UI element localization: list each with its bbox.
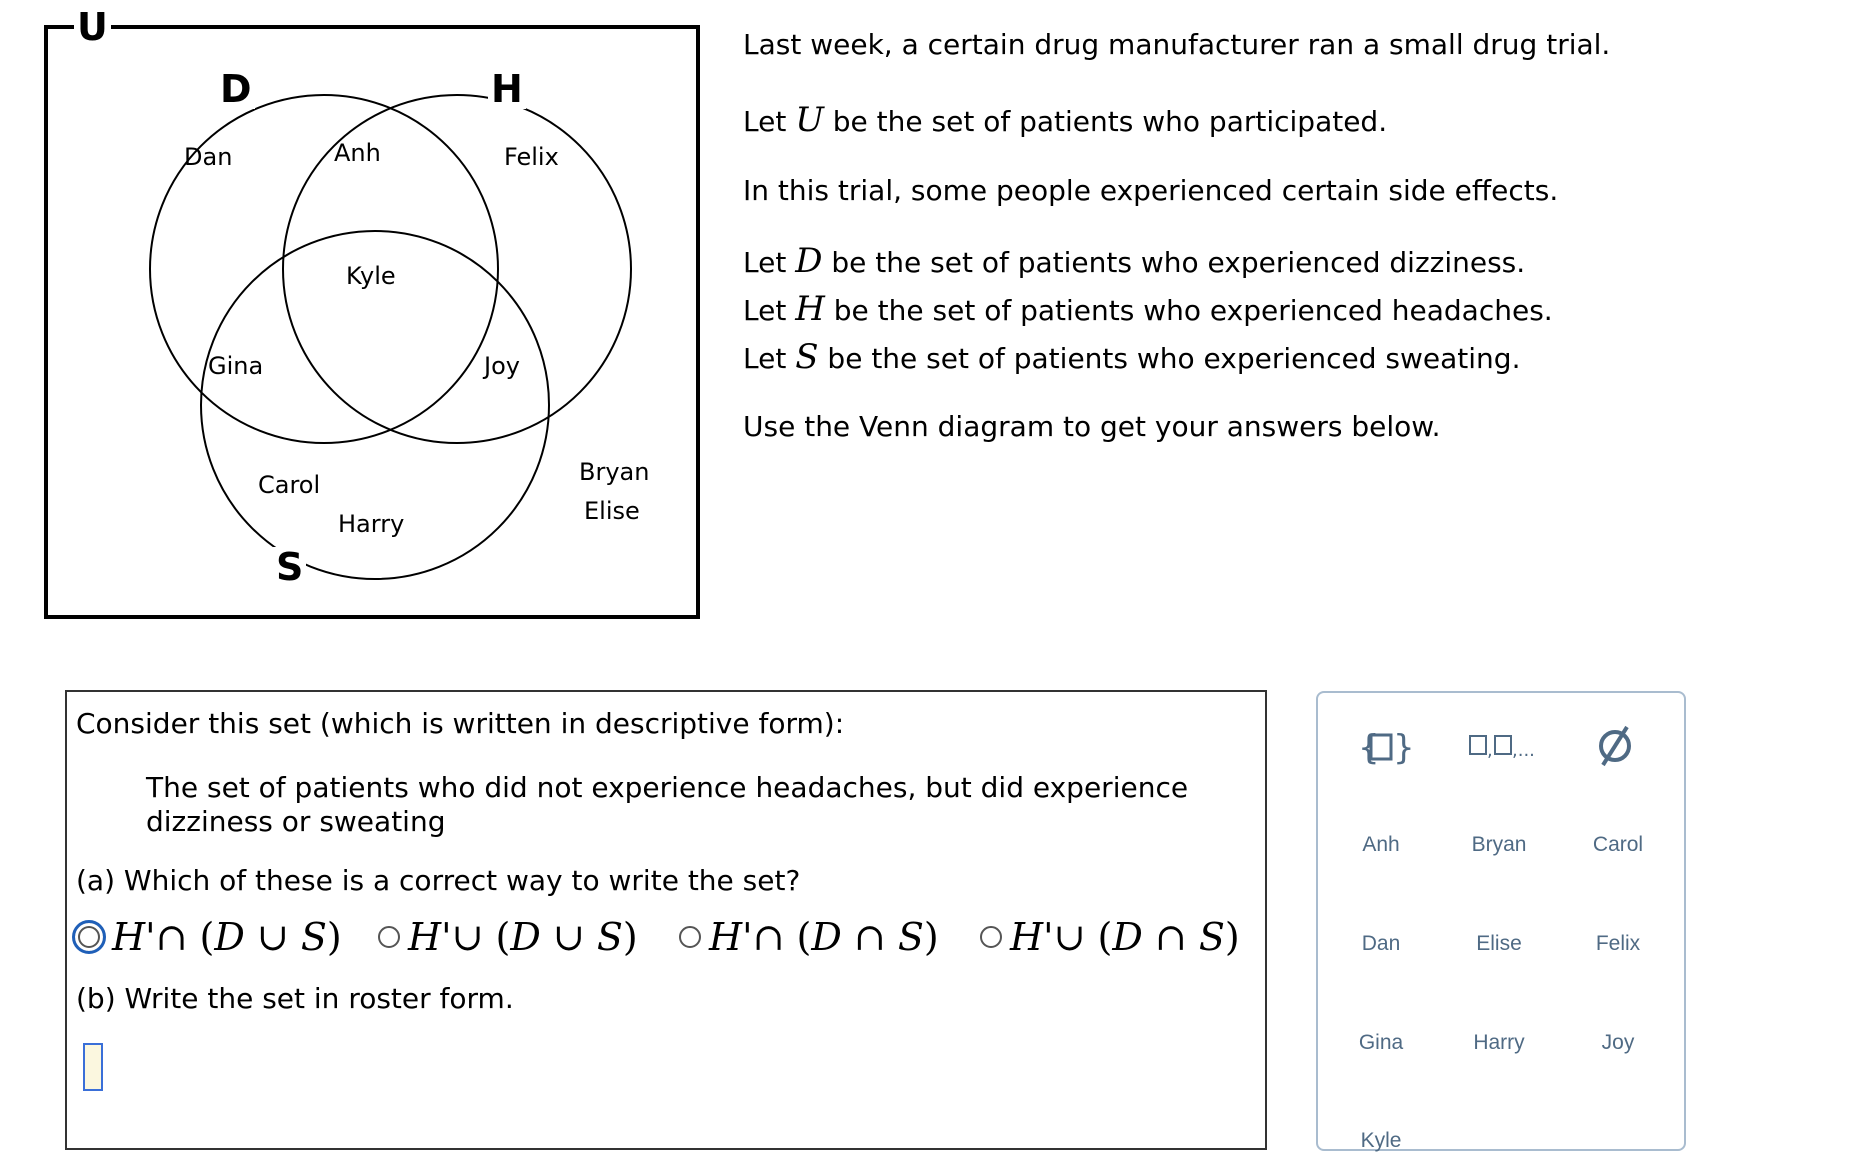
expr-op: '∩	[742, 915, 785, 959]
math-var-d: D	[795, 241, 823, 281]
intro-define-d	[743, 241, 1525, 281]
math-var-h: H	[795, 289, 825, 329]
intro-trial-text: Last week, a certain drug manufacturer ran a small drug trial.	[743, 28, 1611, 61]
palette-name-carol[interactable]: Carol	[1592, 833, 1644, 856]
expr-op: ∪	[256, 915, 289, 959]
expr-var: S	[1198, 915, 1225, 959]
option-b-expression: H'∪ (D ∪ S)	[408, 915, 638, 959]
venn-name-harry: Harry	[338, 510, 405, 538]
svg-text:}: }	[1393, 728, 1415, 768]
palette-name-bryan[interactable]: Bryan	[1471, 833, 1527, 856]
set-d-label: D	[217, 69, 255, 109]
palette-name-anh[interactable]: Anh	[1362, 833, 1400, 856]
intro-text: Let	[743, 342, 796, 375]
palette-name-joy[interactable]: Joy	[1601, 1031, 1635, 1054]
math-var-s: S	[795, 337, 819, 377]
intro-instruction: Use the Venn diagram to get your answers below.	[743, 410, 1441, 443]
expr-var: H	[408, 915, 442, 959]
radio-option-b[interactable]	[378, 926, 400, 948]
intro-text: Let	[743, 246, 796, 279]
option-a[interactable]	[72, 912, 342, 962]
expr-op: ∩	[853, 915, 886, 959]
venn-name-felix: Felix	[504, 143, 559, 171]
palette-name-harry[interactable]: Harry	[1473, 1031, 1525, 1054]
venn-name-gina: Gina	[208, 352, 264, 380]
option-d-expression: H'∪ (D ∩ S)	[1010, 915, 1240, 959]
expr-op: '∪	[441, 915, 484, 959]
venn-name-elise: Elise	[584, 497, 640, 525]
option-c-expression: H'∩ (D ∩ S)	[709, 915, 939, 959]
empty-set-icon	[1593, 723, 1637, 769]
intro-text: be the set of patients who experienced dizziness.	[822, 246, 1526, 279]
answer-palette	[1316, 691, 1686, 1151]
palette-name-dan[interactable]: Dan	[1361, 932, 1401, 955]
set-braces-icon	[1357, 726, 1415, 768]
intro-side-effects: In this trial, some people experienced certain side effects.	[743, 174, 1559, 207]
option-d[interactable]	[980, 912, 1240, 962]
question-part-a: (a) Which of these is a correct way to write the set?	[76, 864, 801, 897]
intro-text: Let	[743, 105, 796, 138]
expr-var: D	[510, 915, 541, 959]
palette-name-elise[interactable]: Elise	[1476, 932, 1522, 955]
list-button[interactable]	[1468, 731, 1548, 765]
roster-answer-input[interactable]	[83, 1043, 103, 1091]
svg-text:{: {	[1358, 728, 1380, 768]
option-b[interactable]	[378, 912, 638, 962]
intro-define-s	[743, 337, 1520, 377]
intro-define-u	[743, 100, 1387, 140]
intro-text: be the set of patients who participated.	[823, 105, 1388, 138]
expr-var: S	[596, 915, 623, 959]
svg-text:,...: ,...	[1512, 740, 1535, 761]
venn-name-kyle: Kyle	[346, 262, 396, 290]
empty-set-button[interactable]	[1593, 723, 1637, 773]
universe-label: U	[74, 7, 111, 47]
question-part-b: (b) Write the set in roster form.	[76, 982, 514, 1015]
option-a-expression: H'∩ (D ∪ S)	[112, 915, 342, 959]
venn-name-dan: Dan	[184, 143, 233, 171]
expr-var: D	[1112, 915, 1143, 959]
palette-name-gina[interactable]: Gina	[1358, 1031, 1404, 1054]
math-var-u: U	[795, 100, 824, 140]
venn-name-joy: Joy	[484, 352, 520, 380]
radio-option-c[interactable]	[679, 926, 701, 948]
venn-name-bryan: Bryan	[579, 458, 650, 486]
palette-name-felix[interactable]: Felix	[1595, 932, 1641, 955]
question-consider: Consider this set (which is written in descriptive form):	[76, 707, 845, 740]
expr-var: S	[897, 915, 924, 959]
expr-var: D	[214, 915, 245, 959]
expr-op: '∩	[145, 915, 188, 959]
expr-var: H	[709, 915, 743, 959]
svg-text:,: ,	[1487, 740, 1493, 761]
option-c[interactable]	[679, 912, 939, 962]
expr-var: H	[112, 915, 146, 959]
intro-text: be the set of patients who experienced headaches.	[824, 294, 1553, 327]
set-h-label: H	[488, 69, 526, 109]
expr-var: D	[811, 915, 842, 959]
palette-name-kyle[interactable]: Kyle	[1360, 1129, 1402, 1152]
question-description-line1: The set of patients who did not experience headaches, but did experience	[146, 771, 1189, 804]
intro-text: Let	[743, 294, 796, 327]
radio-option-d[interactable]	[980, 926, 1002, 948]
expr-var: H	[1010, 915, 1044, 959]
expr-op: ∪	[552, 915, 585, 959]
expr-op: ∩	[1154, 915, 1187, 959]
expr-var: S	[300, 915, 327, 959]
intro-text: be the set of patients who experienced sweating.	[818, 342, 1521, 375]
radio-option-a[interactable]	[72, 920, 106, 954]
set-s-label: S	[273, 547, 306, 587]
venn-diagram-frame	[44, 5, 700, 619]
question-description-line2: dizziness or sweating	[146, 805, 446, 838]
intro-define-h	[743, 289, 1553, 329]
expr-op: '∪	[1043, 915, 1086, 959]
set-braces-button[interactable]	[1357, 726, 1415, 772]
venn-name-carol: Carol	[258, 471, 321, 499]
venn-name-anh: Anh	[334, 139, 381, 167]
list-icon	[1468, 731, 1548, 761]
